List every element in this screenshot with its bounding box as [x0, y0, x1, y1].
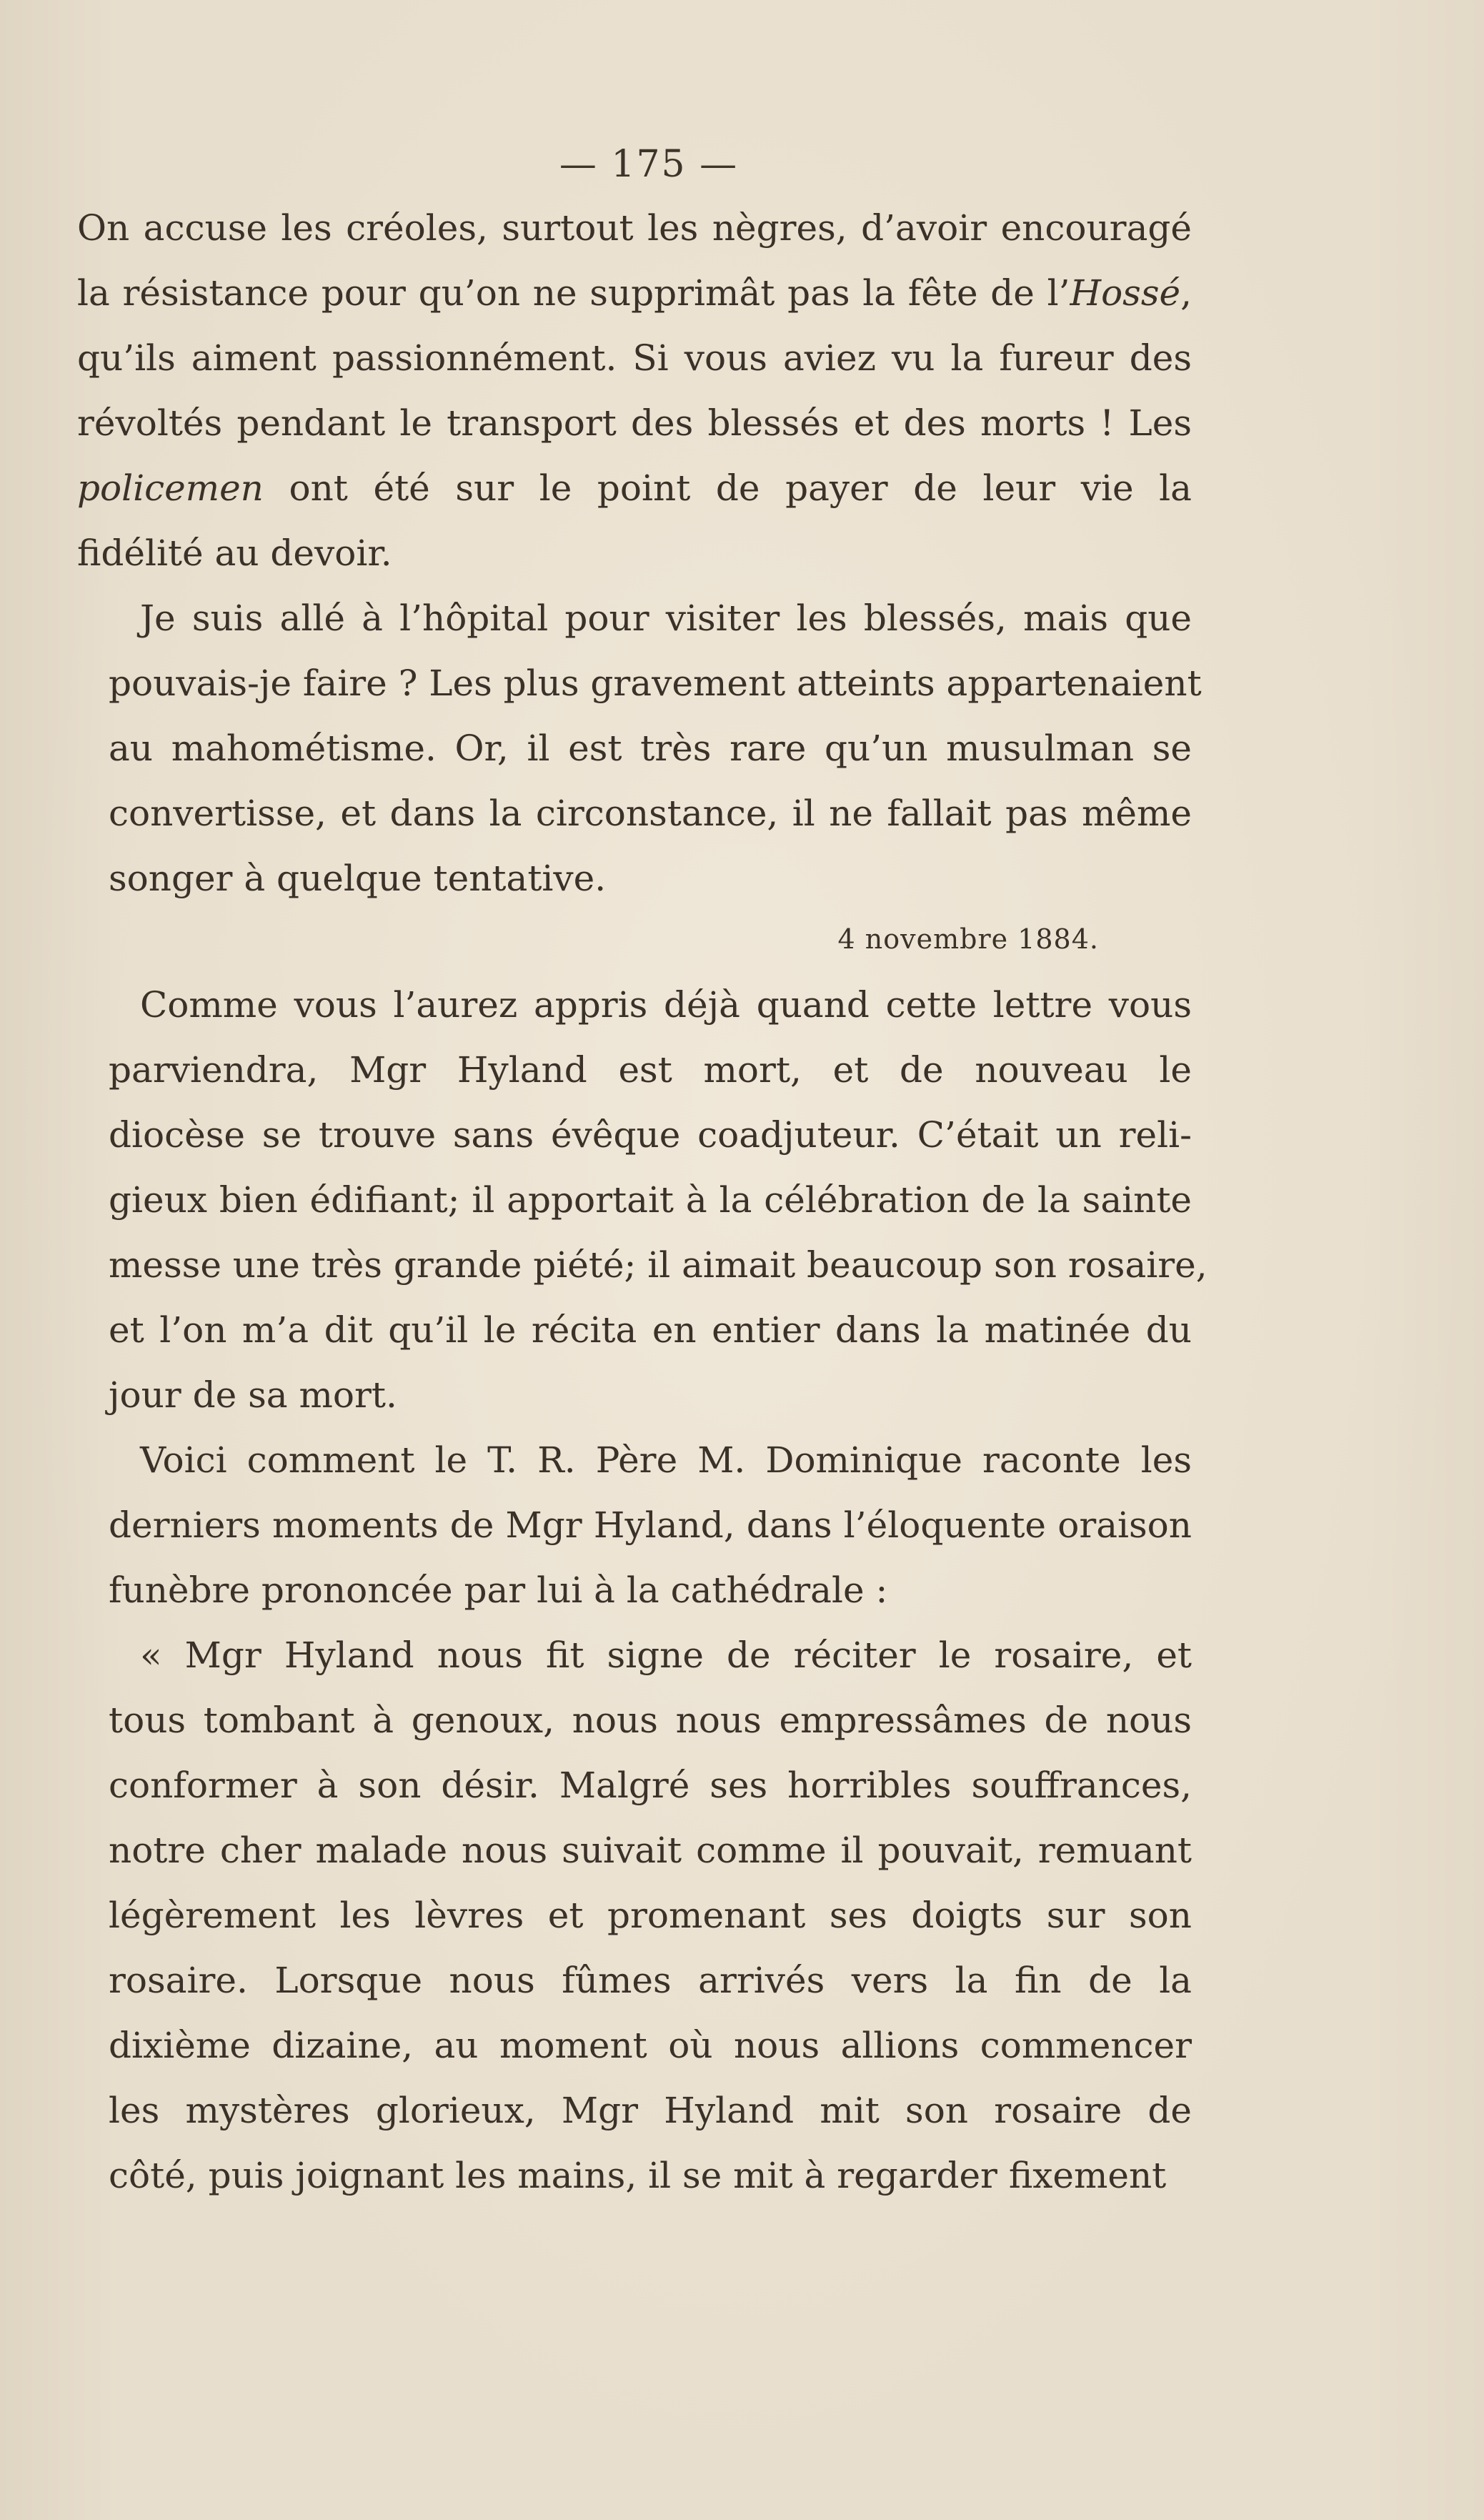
paragraph — [77, 973, 1207, 1428]
text-run: rosaire. Lorsque nous fûmes arrivés vers la fin de la — [109, 1960, 1192, 2001]
text-line — [77, 2143, 1192, 2208]
text-run: , — [1180, 272, 1192, 314]
text-line — [77, 1298, 1192, 1363]
text-line — [77, 391, 1192, 456]
text-run: la résistance pour qu’on ne supprimât pas la fête de l’ — [77, 272, 1070, 314]
text-line — [77, 973, 1192, 1038]
text-line — [77, 1818, 1192, 1883]
text-line — [77, 456, 1192, 521]
text-run: jour de sa mort. — [109, 1374, 397, 1416]
paragraph — [77, 1623, 1192, 2208]
text-line — [77, 521, 1192, 586]
text-line — [77, 1428, 1192, 1493]
text-line — [77, 1753, 1192, 1818]
italic-text-run: policemen — [77, 467, 264, 509]
text-run: au mahométisme. Or, il est très rare qu’un musulman se — [109, 728, 1192, 769]
text-line — [77, 1558, 1192, 1623]
text-run: songer à quelque tentative. — [109, 858, 607, 899]
text-run: côté, puis joignant les mains, il se mit à regarder fixement — [109, 2155, 1167, 2196]
paragraph — [77, 196, 1192, 586]
text-run: messe une très grande piété; il aimait beaucoup son rosaire, — [109, 1244, 1207, 1286]
text-line — [77, 1168, 1192, 1233]
text-run: conformer à son désir. Malgré ses horribles souffrances, — [109, 1765, 1192, 1806]
text-run: Voici comment le T. R. Père M. Dominique raconte les — [140, 1439, 1192, 1481]
text-line — [77, 586, 1192, 651]
text-line — [77, 716, 1192, 781]
text-line — [77, 2013, 1192, 2078]
text-line — [77, 1103, 1192, 1168]
text-run: révoltés pendant le transport des blessés et des morts ! Les — [77, 402, 1192, 444]
text-line — [77, 2078, 1192, 2143]
text-line — [77, 1623, 1192, 1688]
text-run: diocèse se trouve sans évêque coadjuteur. C’était un reli- — [109, 1114, 1192, 1156]
text-line — [77, 651, 1202, 716]
text-line — [77, 326, 1192, 391]
text-run: funèbre prononcée par lui à la cathédrale : — [109, 1569, 888, 1611]
text-run: pouvais-je faire ? Les plus gravement atteints appartenaient — [109, 663, 1202, 704]
text-run: Je suis allé à l’hôpital pour visiter les blessés, mais que — [140, 597, 1192, 639]
page-number: — 175 — — [559, 143, 739, 186]
text-run: On accuse les créoles, surtout les nègres, d’avoir encouragé — [77, 207, 1192, 249]
text-line — [77, 781, 1192, 846]
text-run: parviendra, Mgr Hyland est mort, et de nouveau le — [109, 1049, 1192, 1091]
text-run: fidélité au devoir. — [77, 532, 392, 574]
text-run: qu’ils aiment passionnément. Si vous aviez vu la fureur des — [77, 337, 1192, 379]
text-line — [77, 1233, 1207, 1298]
text-line — [77, 1883, 1192, 1948]
paragraph — [77, 1428, 1192, 1623]
text-run: tous tombant à genoux, nous nous empressâmes de nous — [109, 1700, 1192, 1741]
text-run: légèrement les lèvres et promenant ses doigts sur son — [109, 1895, 1192, 1936]
text-run: convertisse, et dans la circonstance, il ne fallait pas même — [109, 793, 1192, 834]
body-text-before-dateline — [77, 196, 1202, 911]
text-line — [77, 1363, 1192, 1428]
text-line — [77, 1948, 1192, 2013]
text-line — [77, 1038, 1192, 1103]
paragraph — [77, 586, 1202, 911]
text-run: Comme vous l’aurez appris déjà quand cette lettre vous — [140, 984, 1192, 1026]
text-line — [77, 261, 1192, 326]
page-text-block — [77, 136, 1207, 2208]
text-run: et l’on m’a dit qu’il le récita en entier dans la matinée du — [109, 1309, 1192, 1351]
text-line — [77, 1688, 1192, 1753]
text-run: « Mgr Hyland nous fit signe de réciter le rosaire, et — [140, 1634, 1192, 1676]
text-run: les mystères glorieux, Mgr Hyland mit son rosaire de — [109, 2090, 1192, 2131]
italic-text-run: Hossé — [1070, 272, 1181, 314]
text-run: derniers moments de Mgr Hyland, dans l’éloquente oraison — [109, 1504, 1192, 1546]
text-run: ont été sur le point de payer de leur vie la — [263, 467, 1192, 509]
text-run: notre cher malade nous suivait comme il pouvait, remuant — [109, 1830, 1192, 1871]
text-line — [77, 196, 1192, 261]
text-run: gieux bien édifiant; il apportait à la célébration de la sainte — [109, 1179, 1192, 1221]
text-line — [77, 846, 1192, 911]
text-line — [77, 1493, 1192, 1558]
text-run: dixième dizaine, au moment où nous allions commencer — [109, 2025, 1192, 2066]
body-text-after-dateline — [77, 973, 1207, 2208]
dateline: 4 novembre 1884. — [837, 923, 1099, 955]
